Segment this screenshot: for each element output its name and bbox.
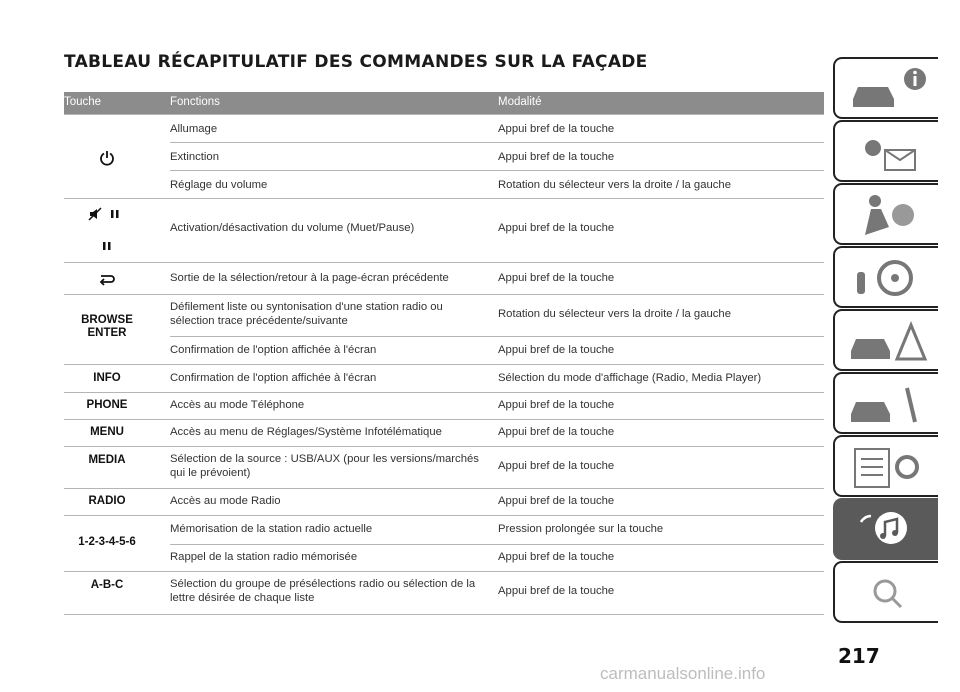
fonction-cell: Activation/désactivation du volume (Muet/Pause) [170,222,415,234]
fonction-cell: Sortie de la sélection/retour à la page-écran précédente [170,272,449,284]
page-number: 217 [838,644,880,668]
power-icon [64,150,150,169]
fonction-cell: Accès au mode Téléphone [170,399,305,411]
header-modalite: Modalité [498,96,542,108]
fonction-cell: Accès au menu de Réglages/Système Infotélématique [170,426,442,438]
tab-maintenance[interactable] [833,372,938,434]
modalite-cell: Appui bref de la touche [498,151,615,163]
fonction-cell: Extinction [170,151,219,163]
back-arrow-icon [64,272,150,289]
modalite-cell: Appui bref de la touche [498,495,615,507]
touche-radio: RADIO [88,495,126,507]
modalite-cell: Appui bref de la touche [498,344,615,356]
modalite-cell: Appui bref de la touche [498,222,615,234]
fonction-cell: Allumage [170,123,218,135]
fonction-cell: Accès au mode Radio [170,495,281,507]
touche-browse: BROWSE ENTER [81,314,133,339]
airbag-icon [845,191,929,239]
maintenance-icon [845,380,929,428]
steering-wheel-icon [845,254,929,302]
table-body [64,114,824,614]
modalite-cell: Appui bref de la touche [498,460,615,472]
mute-icon [64,206,150,225]
fonction-cell: Sélection du groupe de présélections radio ou sélection de la lettre désirée de chaque liste [170,578,476,604]
tab-technical-data[interactable] [833,435,938,497]
touche-phone: PHONE [86,399,128,411]
car-info-icon [845,65,929,113]
table-header [64,92,824,114]
fonction-cell: Confirmation de l'option affichée à l'écran [170,344,377,356]
touche-presets: 1-2-3-4-5-6 [78,536,136,548]
emergency-icon [845,317,929,365]
tab-index[interactable] [833,561,938,623]
modalite-cell: Appui bref de la touche [498,399,615,411]
pause-icon [64,238,150,257]
tab-car-info[interactable] [833,57,938,119]
fonction-cell: Réglage du volume [170,179,268,191]
modalite-cell: Appui bref de la touche [498,585,615,597]
touche-abc: A-B-C [90,579,124,591]
modalite-cell: Rotation du sélecteur vers la droite / la gauche [498,308,731,320]
fonction-cell: Mémorisation de la station radio actuelle [170,523,373,535]
touche-media: MEDIA [88,454,126,466]
tab-safety[interactable] [833,183,938,245]
modalite-cell: Rotation du sélecteur vers la droite / la gauche [498,179,731,191]
fonction-cell: Rappel de la station radio mémorisée [170,551,358,563]
fonction-cell: Sélection de la source : USB/AUX (pour les versions/marchés qui le prévoient) [170,453,479,479]
modalite-cell: Appui bref de la touche [498,426,615,438]
fonction-cell: Défilement liste ou syntonisation d'une station radio ou sélection trace précédente/suivante [170,301,443,327]
tab-multimedia[interactable] [833,498,938,560]
warning-lights-icon [845,128,929,176]
modalite-cell: Appui bref de la touche [498,551,615,563]
tab-emergency[interactable] [833,309,938,371]
technical-data-icon [845,443,929,491]
index-icon [845,569,929,617]
modalite-cell: Appui bref de la touche [498,123,615,135]
modalite-cell: Appui bref de la touche [498,272,615,284]
controls-table [64,92,824,614]
modalite-cell: Pression prolongée sur la touche [498,523,664,535]
watermark-text: carmanualsonline.info [600,664,766,683]
touche-menu: MENU [90,426,124,438]
page-title: TABLEAU RÉCAPITULATIF DES COMMANDES SUR LA FAÇADE [64,52,648,72]
modalite-cell: Sélection du mode d'affichage (Radio, Media Player) [498,372,762,384]
tab-driving[interactable] [833,246,938,308]
touche-info: INFO [93,372,121,384]
multimedia-icon [845,506,929,554]
header-fonctions: Fonctions [170,96,220,108]
header-touche: Touche [64,96,102,108]
fonction-cell: Confirmation de l'option affichée à l'écran [170,372,377,384]
tab-warning-lights[interactable] [833,120,938,182]
